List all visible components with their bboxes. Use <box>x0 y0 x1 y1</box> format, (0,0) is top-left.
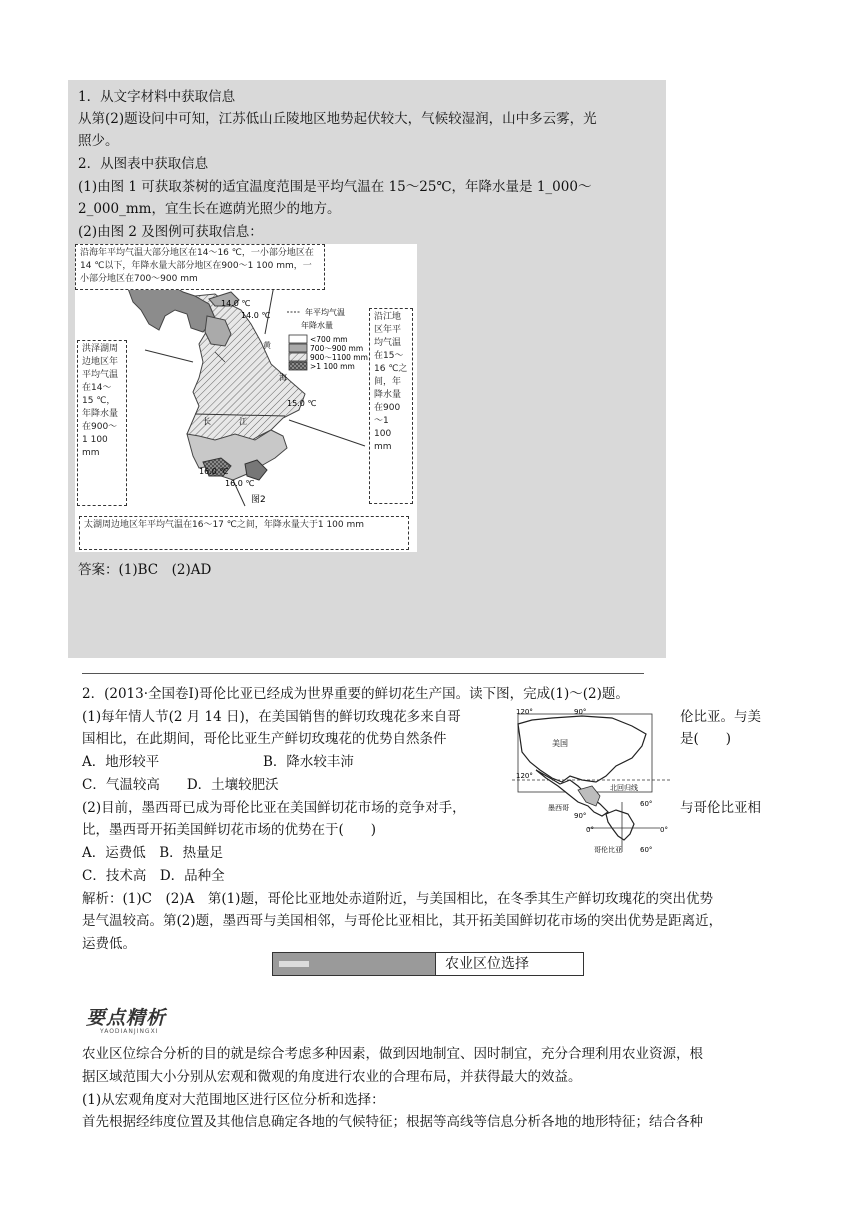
lon-120-label: 120° <box>516 708 533 716</box>
q2-line-1: 2．(2013·全国卷Ⅰ)哥伦比亚已经成为世界重要的鲜切花生产国。读下图，完成(1)～(2)题。 <box>82 686 629 702</box>
analysis-line-3: 运费低。 <box>82 936 136 952</box>
divider <box>82 673 644 674</box>
legend-item-2: 700～900 mm <box>310 344 364 353</box>
callout-coastal: 沿海年平均气温大部分地区在14～16 ℃，一小部分地区在14 ℃以下，年降水量大部分地区在900～1 100 mm，一小部分地区在700～900 mm <box>75 244 325 290</box>
lon-90b-label: 90° <box>574 812 587 820</box>
panel-line-2: 从第(2)题设问中可知，江苏低山丘陵地区地势起伏较大，气候较湿润，山中多云雾，光 <box>78 111 597 127</box>
q2-line-7: 比，墨西哥开拓美国鲜切花市场的优势在于( ) <box>82 822 377 838</box>
q2-line-3b: 是( ) <box>680 731 732 747</box>
body-line-3: (1)从宏观角度对大范围地区进行区位分析和选择： <box>82 1092 385 1108</box>
analysis-line-2: 是气温较高。第(2)题，墨西哥与美国相邻，与哥伦比亚相比，其开拓美国鲜切花市场的突出优势是距离近， <box>82 913 723 929</box>
body-line-1: 农业区位综合分析的目的就是综合考虑多种因素，做到因地制宜、因时制宜，充分合理利用农业资源，根 <box>82 1046 703 1062</box>
jiangsu-climate-map <box>75 244 417 552</box>
panel-line-7: (2)由图 2 及图例可获取信息： <box>78 224 263 240</box>
panel-line-6: 2_000_mm，宜生长在遮荫光照少的地方。 <box>78 201 341 217</box>
body-line-4: 首先根据经纬度位置及其他信息确定各地的气候特征；根据等高线等信息分析各地的地形特征；结合各种 <box>82 1114 703 1130</box>
zero-label-2: 0° <box>660 826 668 834</box>
section-subtitle: YAODIANJINGXI <box>100 1028 159 1035</box>
section-heading <box>86 1007 166 1035</box>
temp-label-14a: 14.0 ℃ <box>221 299 251 308</box>
legend-temp-title: 年平均气温 <box>305 308 345 317</box>
panel-line-3: 照少。 <box>78 133 119 149</box>
panel-line-4: 2．从图表中获取信息 <box>78 156 209 172</box>
label-hai: 海 <box>279 373 287 382</box>
q2-option-a: A．地形较平 <box>82 754 160 770</box>
temp-label-15: 15.0 ℃ <box>287 399 317 408</box>
callout-yangtze: 沿江地区年平均气温在15～16 ℃之间，年降水量在900～1 100 mm <box>369 308 413 504</box>
legend-item-4: >1 100 mm <box>310 362 355 371</box>
tab-label: 农业区位选择 <box>445 956 529 972</box>
mexico-label: 墨西哥 <box>548 804 569 812</box>
body-line-2: 据区域范围大小分别从宏观和微观的角度进行农业的合理布局，并获得最大的效益。 <box>82 1069 582 1085</box>
legend-item-3: 900～1100 mm <box>310 353 368 362</box>
label-jiang: 江 <box>239 417 247 426</box>
usa-label: 美国 <box>552 739 568 748</box>
q2-line-3a: 国相比，在此期间，哥伦比亚生产鲜切玫瑰花的优势自然条件 <box>82 731 447 747</box>
q2-line-2b: 伦比亚。与美 <box>680 709 761 725</box>
panel-line-1: 1．从文字材料中获取信息 <box>78 89 236 105</box>
q2-options-ab: A．运费低 B．热量足 <box>82 845 224 861</box>
callout-taihu: 太湖周边地区年平均气温在16～17 ℃之间，年降水量大于1 100 mm <box>79 516 409 550</box>
zero-label-1: 0° <box>586 826 594 834</box>
temp-label-16a: 16.0 ℃ <box>199 467 229 476</box>
lon-90-label: 90° <box>574 708 587 716</box>
colombia-label: 哥伦比亚 <box>594 846 622 854</box>
q2-line-2a: (1)每年情人节(2 月 14 日)，在美国销售的鲜切玫瑰花多来自哥 <box>82 709 461 725</box>
tab-banner-image <box>273 953 436 975</box>
label-chang: 长 <box>203 417 211 426</box>
q2-line-6a: (2)目前，墨西哥已成为哥伦比亚在美国鲜切花市场的竞争对手， <box>82 800 466 816</box>
panel-line-5: (1)由图 1 可获取茶树的适宜温度范围是平均气温在 15～25℃，年降水量是 1_000～ <box>78 179 592 195</box>
americas-map <box>512 706 672 858</box>
legend-item-1: <700 mm <box>310 335 348 344</box>
q2-options-cd2: C．技术高 D．品种全 <box>82 868 225 884</box>
temp-label-14b: 14.0 ℃ <box>241 311 271 320</box>
section-title: 要点精析 <box>86 1007 167 1029</box>
section-tab <box>272 952 584 976</box>
figure-caption: 图2 <box>251 495 266 505</box>
analysis-line-1: 解析：(1)C (2)A 第(1)题，哥伦比亚地处赤道附近，与美国相比，在冬季其生产鲜切玫瑰花的突出优势 <box>82 891 713 907</box>
label-huang: 黄 <box>263 341 271 350</box>
tropic-label: 北回归线 <box>610 784 638 792</box>
lat-60-label: 60° <box>640 800 653 808</box>
q2-option-b: B．降水较丰沛 <box>263 754 354 770</box>
lat-60b-label: 60° <box>640 846 653 854</box>
callout-hongze: 洪泽湖周边地区年平均气温在14～15 ℃，年降水量在900～1 100 mm <box>77 340 127 506</box>
q2-options-cd: C．气温较高 D．土壤较肥沃 <box>82 777 279 793</box>
temp-label-16b: 16.0 ℃ <box>225 479 255 488</box>
q2-line-6b: 与哥伦比亚相 <box>680 800 761 816</box>
answer-line: 答案：(1)BC (2)AD <box>78 562 212 578</box>
legend-precip-title: 年降水量 <box>301 321 333 330</box>
lat-120-label: 120° <box>516 772 533 780</box>
